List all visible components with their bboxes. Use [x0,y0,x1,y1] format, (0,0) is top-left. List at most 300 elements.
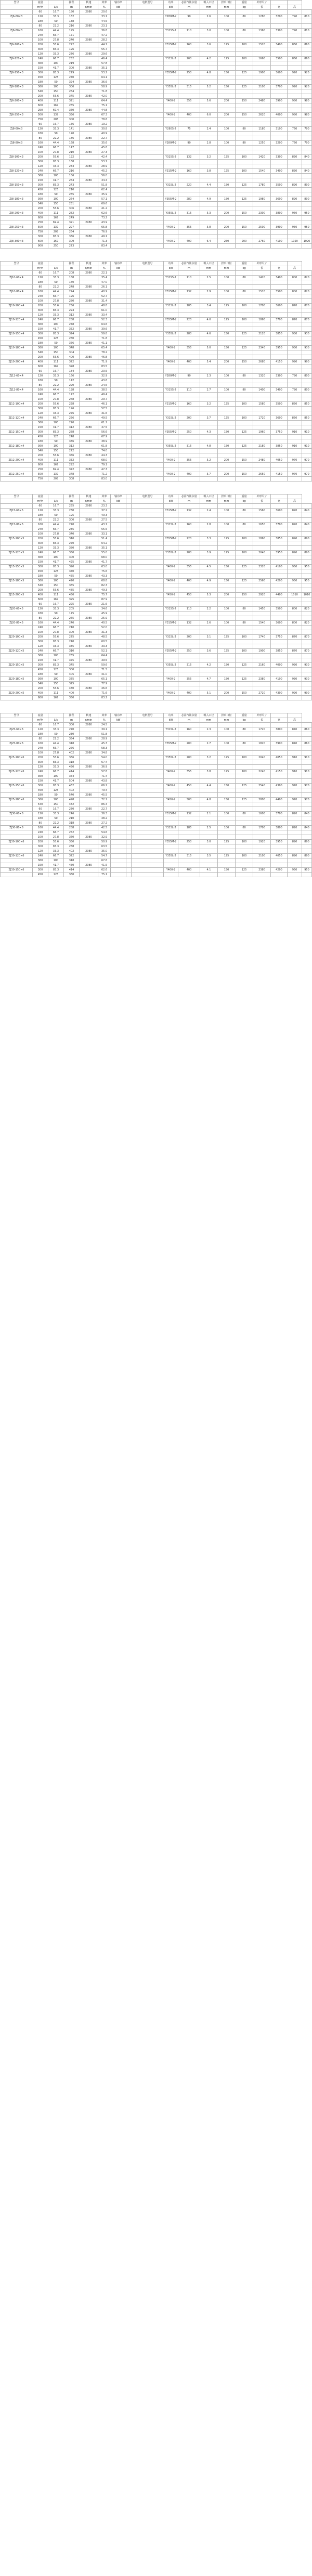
value-cell [111,551,126,555]
motor-cell: Y315L-2 [164,523,178,527]
value-cell: 66.7 [48,57,64,61]
dimension-cell: 870 [302,649,312,654]
dimension-cell [288,821,302,826]
npsh-cell: 5.8 [200,225,218,230]
value-cell [80,89,98,94]
value-cell: 125 [48,873,64,877]
value-cell: 33.3 [48,52,64,57]
npsh-cell [200,518,218,523]
dimension-cell [302,658,312,663]
value-cell: 222 [64,43,80,47]
dimension-cell [271,393,288,397]
unit-cell [132,499,164,504]
motor-cell [164,202,178,206]
outlet-cell [236,779,253,784]
dimension-cell [302,80,312,85]
weight-cell [253,341,271,346]
value-cell: 273 [64,244,80,249]
value-cell: 200 [33,94,48,99]
value-cell: 240 [33,146,48,150]
power-cell: 355 [178,225,200,230]
value-cell: 235 [64,527,80,532]
motor-cell [164,341,178,346]
header-cell: 型号 [1,262,33,266]
value-cell [80,597,98,602]
unit-cell: m [64,5,80,10]
spacer-cell [132,668,164,672]
value-cell: 192 [64,155,80,160]
dimension-cell [288,863,302,868]
value-cell [80,99,98,103]
dimension-cell: 860 [302,43,312,47]
value-cell [111,19,126,24]
power-cell [178,66,200,71]
motor-cell [164,89,178,94]
spacer-cell [132,644,164,649]
model-cell: ZJ10-180×4 [1,346,33,350]
model-cell [1,668,33,672]
inlet-cell [218,467,236,472]
header-cell: 排出口径 [218,713,236,718]
value-cell [80,668,98,672]
header-cell: 轴功率 [111,262,126,266]
value-cell: 350 [64,696,80,700]
npsh-cell [200,38,218,43]
outlet-cell [236,774,253,779]
value-cell: 310 [64,649,80,654]
dimension-cell [271,271,288,276]
dimension-cell [271,696,288,700]
value-cell: 100 [48,555,64,560]
power-cell [178,597,200,602]
table-row [1,332,312,336]
npsh-cell: 5.3 [200,593,218,597]
dimension-cell [288,407,302,411]
dimension-cell: 800 [288,276,302,280]
value-cell [126,644,132,649]
power-cell [178,453,200,458]
power-cell [178,821,200,826]
spacer-cell [132,80,164,85]
power-cell [178,10,200,15]
value-cell: 600 [33,597,48,602]
dimension-cell [288,336,302,341]
model-cell [1,393,33,397]
dimension-cell [288,672,302,677]
value-cell: 83.3 [48,760,64,765]
value-cell [111,276,126,280]
value-cell: 69.4 [48,467,64,472]
value-cell: 360 [64,873,80,877]
motor-cell [164,477,178,482]
value-cell [126,509,132,513]
spacer-cell [132,313,164,318]
value-cell [80,444,98,449]
value-cell [111,858,126,863]
outlet-cell [236,844,253,849]
weight-cell: 2500 [253,225,271,230]
value-cell: 246 [64,812,80,816]
value-cell: 2980 [80,108,98,113]
dimension-cell: 820 [288,523,302,527]
dimension-cell: 4050 [271,756,288,760]
motor-cell [164,644,178,649]
power-cell: 200 [178,416,200,421]
npsh-cell: 4.9 [200,197,218,202]
table-row [1,336,312,341]
dimension-cell: 980 [302,99,312,103]
dimension-cell: 970 [302,458,312,463]
value-cell: 200 [33,453,48,458]
dimension-cell [271,47,288,52]
value-cell [80,113,98,118]
value-cell: 348 [64,472,80,477]
npsh-cell: 6.4 [200,239,218,244]
npsh-cell [200,640,218,644]
value-cell: 265 [64,616,80,621]
spacer-cell [132,463,164,467]
value-cell: 55.7 [98,47,111,52]
dimension-cell [271,150,288,155]
dimension-cell: 980 [302,113,312,118]
value-cell: 348 [64,346,80,350]
outlet-cell: 125 [236,332,253,336]
dimension-cell: 3850 [271,537,288,541]
power-cell [178,393,200,397]
value-cell [111,24,126,29]
dimension-cell [271,816,288,821]
dimension-cell [271,355,288,360]
motor-cell: Y315L-2 [164,183,178,188]
dimension-cell [302,61,312,66]
value-cell: 40.9 [98,132,111,136]
weight-cell [253,235,271,239]
header-cell: 轴功率 [111,495,126,499]
npsh-cell [200,532,218,537]
npsh-cell: 5.2 [200,458,218,463]
weight-cell: 1360 [253,29,271,33]
motor-cell [164,411,178,416]
value-cell [80,244,98,249]
power-cell [178,322,200,327]
value-cell [80,57,98,61]
weight-cell: 2720 [253,691,271,696]
weight-cell [253,336,271,341]
outlet-cell [236,33,253,38]
value-cell: 66.7 [48,854,64,858]
dimension-cell: 910 [302,756,312,760]
dimension-cell: 4050 [271,458,288,463]
unit-cell: kg [236,499,253,504]
dimension-cell [302,108,312,113]
dimension-cell: 3600 [271,197,288,202]
table-row [1,430,312,435]
dimension-cell: 870 [288,635,302,640]
model-cell [1,696,33,700]
model-cell [1,760,33,765]
value-cell [111,425,126,430]
weight-cell [253,682,271,686]
value-cell [111,225,126,230]
dimension-cell [288,188,302,192]
value-cell [80,202,98,206]
dimension-cell: 950 [288,211,302,216]
dimension-cell [288,365,302,369]
value-cell: 200 [33,355,48,360]
npsh-cell [200,616,218,621]
table-row [1,38,312,43]
value-cell [126,332,132,336]
outlet-cell: 80 [236,388,253,393]
value-cell: 750 [33,230,48,235]
value-cell: 44.4 [48,826,64,830]
npsh-cell [200,588,218,593]
unit-cell [132,5,164,10]
value-cell: 2980 [80,425,98,430]
table-row [1,593,312,597]
table-row [1,308,312,313]
value-cell [80,146,98,150]
inlet-cell [218,873,236,877]
spacer-cell [132,830,164,835]
table-row [1,397,312,402]
model-cell [1,835,33,840]
dimension-cell [302,668,312,672]
table-row [1,737,312,741]
table-row [1,807,312,812]
dimension-cell [288,658,302,663]
weight-cell: 2650 [253,472,271,477]
value-cell: 300 [33,640,48,644]
outlet-cell [236,38,253,43]
power-cell: 110 [178,607,200,612]
dimension-cell: 3850 [271,649,288,654]
weight-cell [253,654,271,658]
value-cell [126,504,132,509]
dimension-cell [271,686,288,691]
power-cell: 500 [178,798,200,802]
npsh-cell [200,873,218,877]
dimension-cell [288,732,302,737]
model-cell [1,793,33,798]
value-cell [111,322,126,327]
dimension-cell [271,602,288,607]
value-cell: 49.3 [98,588,111,593]
inlet-cell: 125 [218,318,236,322]
value-cell: 147 [64,146,80,150]
power-cell: 355 [178,770,200,774]
value-cell: 50 [48,341,64,346]
npsh-cell [200,863,218,868]
motor-cell [164,732,178,737]
motor-cell: Y280M-2 [164,15,178,19]
value-cell [126,788,132,793]
power-cell [178,118,200,122]
value-cell: 400 [33,360,48,365]
table-row [1,840,312,844]
inlet-cell: 100 [218,607,236,612]
power-cell: 400 [178,579,200,583]
value-cell [111,518,126,523]
npsh-cell: 2.5 [200,826,218,830]
value-cell [126,635,132,640]
value-cell: 35.4 [98,276,111,280]
npsh-cell [200,379,218,383]
table-row [1,383,312,388]
table-row [1,160,312,164]
value-cell [126,621,132,626]
value-cell: 300 [64,555,80,560]
spacer-cell [132,844,164,849]
value-cell [80,118,98,122]
weight-cell: 1720 [253,416,271,421]
dimension-cell: 830 [288,155,302,160]
model-cell [1,164,33,169]
value-cell: 22.7 [98,136,111,141]
header-cell: 电机型号 [132,1,164,5]
inlet-cell [218,336,236,341]
motor-cell [164,61,178,66]
value-cell: 2980 [80,849,98,854]
dimension-cell [288,24,302,29]
value-cell: 100 [48,61,64,66]
value-cell [111,746,126,751]
model-cell: ZJ20-200×5 [1,691,33,696]
npsh-cell [200,574,218,579]
npsh-cell: 3.0 [200,840,218,844]
value-cell [111,449,126,453]
dimension-cell: 4000 [271,113,288,118]
table-row [1,463,312,467]
dimension-cell [302,863,312,868]
spacer-cell [132,155,164,160]
value-cell: 120 [33,276,48,280]
power-cell: 250 [178,71,200,75]
table-4-section [0,713,312,877]
outlet-cell [236,435,253,439]
unit-cell: mm [200,266,218,271]
model-cell [1,560,33,565]
dimension-cell [271,407,288,411]
value-cell: 2980 [80,271,98,276]
value-cell: 234 [64,164,80,169]
value-cell: 312 [64,313,80,318]
dimension-cell [271,220,288,225]
value-cell [111,183,126,188]
motor-cell: Y315L-2 [164,826,178,830]
inlet-cell [218,108,236,113]
outlet-cell [236,630,253,635]
value-cell: 600 [33,103,48,108]
power-cell [178,569,200,574]
value-cell: 180 [33,280,48,285]
value-cell: 120 [33,727,48,732]
outlet-cell [236,132,253,136]
value-cell: 450 [33,569,48,574]
power-cell [178,146,200,150]
outlet-cell [236,644,253,649]
value-cell [111,569,126,574]
dimension-cell [288,858,302,863]
motor-cell [164,178,178,183]
dimension-cell [271,569,288,574]
outlet-cell [236,19,253,24]
value-cell: 65.8 [98,225,111,230]
value-cell [80,308,98,313]
model-cell [1,658,33,663]
model-cell [1,467,33,472]
inlet-cell [218,132,236,136]
value-cell: 360 [64,108,80,113]
dimension-cell: 3750 [271,635,288,640]
model-cell [1,19,33,24]
value-cell: 120 [33,164,48,169]
value-cell: 139 [48,113,64,118]
npsh-cell [200,858,218,863]
value-cell [111,826,126,830]
value-cell [126,304,132,308]
inlet-cell [218,61,236,66]
value-cell [111,727,126,732]
weight-cell [253,546,271,551]
value-cell: 35.9 [98,192,111,197]
dimension-cell [302,541,312,546]
value-cell [111,388,126,393]
weight-cell: 2480 [253,458,271,463]
header-cell [288,713,302,718]
inlet-cell [218,746,236,751]
unit-cell [1,718,33,723]
dimension-cell [288,807,302,812]
value-cell: 265 [64,654,80,658]
value-cell [111,216,126,220]
weight-cell [253,393,271,397]
weight-cell: 1820 [253,741,271,746]
outlet-cell: 100 [236,416,253,421]
spacer-cell [132,663,164,668]
weight-cell [253,132,271,136]
dimension-cell [288,146,302,150]
value-cell [126,430,132,435]
dimension-cell: 930 [302,346,312,350]
dimension-cell: 890 [302,854,312,858]
outlet-cell [236,369,253,374]
dimension-cell [302,555,312,560]
value-cell [126,402,132,407]
value-cell [126,211,132,216]
dimension-cell: 920 [288,71,302,75]
dimension-cell [288,75,302,80]
value-cell: 16.7 [48,504,64,509]
outlet-cell [236,327,253,332]
model-cell [1,425,33,430]
value-cell [80,47,98,52]
value-cell [111,188,126,192]
table-row [1,183,312,188]
value-cell [126,798,132,802]
outlet-cell [236,122,253,127]
power-cell [178,244,200,249]
value-cell [111,369,126,374]
dimension-cell [271,858,288,863]
inlet-cell [218,723,236,727]
value-cell [80,318,98,322]
outlet-cell [236,467,253,472]
value-cell [126,89,132,94]
value-cell: 22.1 [98,271,111,276]
value-cell [111,588,126,593]
weight-cell [253,280,271,285]
